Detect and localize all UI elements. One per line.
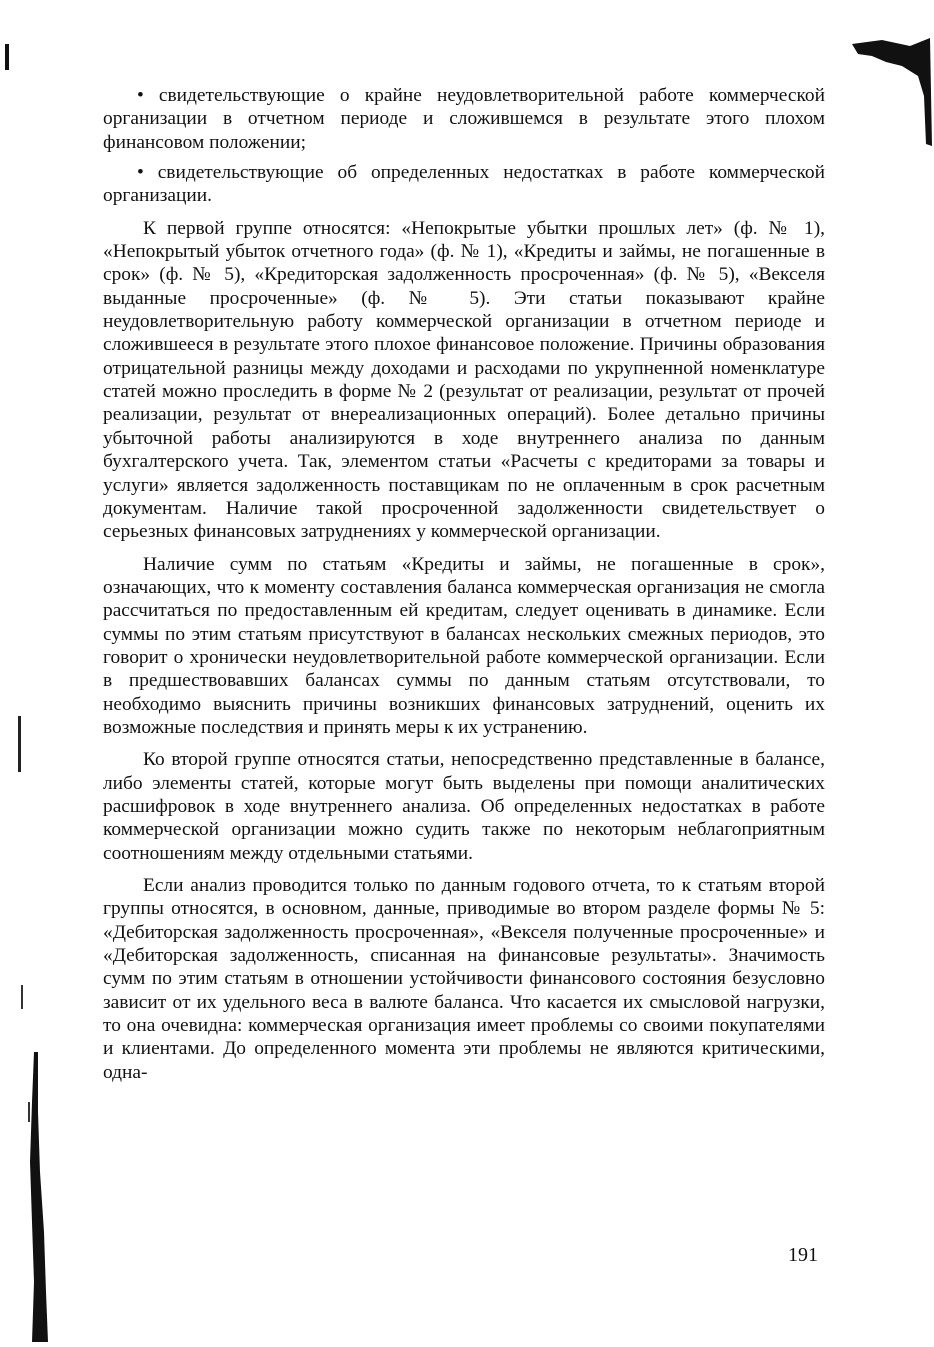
scan-artifact-line [18, 716, 21, 772]
scan-artifact-corner [852, 36, 932, 146]
body-text [103, 84, 825, 1084]
scan-artifact-mark [5, 44, 9, 70]
paragraph: Наличие сумм по статьям «Кредиты и займы, не погашенные в срок», означающих, что к моменту составления баланса коммерческая организация не смогла рассчитаться по предоставленным ей кредитам, следует оценивать в динамике. Если суммы по этим статьям присутствуют в балансах нескольких смежных периодов, это говорит о хронически неудовлетворительной работе коммерческой организации. Если в предшествовавших балансах суммы по данным статьям отсутствовали, то необходимо выяснить причины возникших финансовых затруднений, оценить их возможные последствия и принять меры к их устранению. [103, 553, 825, 738]
bullet-paragraph: • свидетельствующие о крайне неудовлетворительной работе коммерческой организации в отчетном периоде и сложившемся в результате этого плохом финансовом положении; [103, 85, 825, 153]
bullet-paragraph: • свидетельствующие об определенных недостатках в работе коммерческой организации. [103, 162, 825, 207]
paragraph: К первой группе относятся: «Непокрытые убытки прошлых лет» (ф. № 1), «Непокрытый убыток отчетного года» (ф. № 1), «Кредиты и займы, не погашенные в срок» (ф. № 5), «Кредиторская задолженность просроченная» (ф. № 5), «Векселя выданные просроченные» (ф. № 5). Эти статьи показывают крайне неудовлетворительную работу коммерческой организации в отчетном периоде и сложившееся в результате этого плохое финансовое положение. Причины образования отрицательной разницы между доходами и расходами по укрупненной номенклатуре статей можно проследить в форме № 2 (результат от реализации, результат от прочей реализации, результат от внереализационных операций). Более детально причины убыточной работы анализируются в ходе внутреннего анализа по данным бухгалтерского учета. Так, элементом статьи «Расчеты с кредиторами за товары и услуги» является задолженность поставщикам по не оплаченным в срок расчетным документам. Наличие такой просроченной задолженности свидетельствует о серьезных финансовых затруднениях у коммерческой организации. [103, 217, 825, 543]
paragraph: Ко второй группе относятся статьи, непосредственно представленные в балансе, либо элементы статей, которые могут быть выделены при помощи аналитических расшифровок в ходе внутреннего анализа. Об определенных недостатках в работе коммерческой организации можно судить также по некоторым неблагоприятным соотношениям между отдельными статьями. [103, 749, 825, 864]
paragraph: Если анализ проводится только по данным годового отчета, то к статьям второй группы относятся, в основном, данные, приводимые во втором разделе формы № 5: «Дебиторская задолженность просроченная», «Векселя полученные просроченные» и «Дебиторская задолженность, списанная на финансовые результаты». Значимость сумм по этим статьям в отношении устойчивости финансового состояния безусловно зависит от их удельного веса в валюте баланса. Что касается их смысловой нагрузки, то она очевидна: коммерческая организация имеет проблемы со своими покупателями и клиентами. До определенного момента эти проблемы не являются критическими, одна- [103, 875, 825, 1083]
scan-artifact-edge [26, 1052, 50, 1342]
scan-artifact-line [21, 985, 23, 1009]
page-number: 191 [788, 1244, 818, 1266]
